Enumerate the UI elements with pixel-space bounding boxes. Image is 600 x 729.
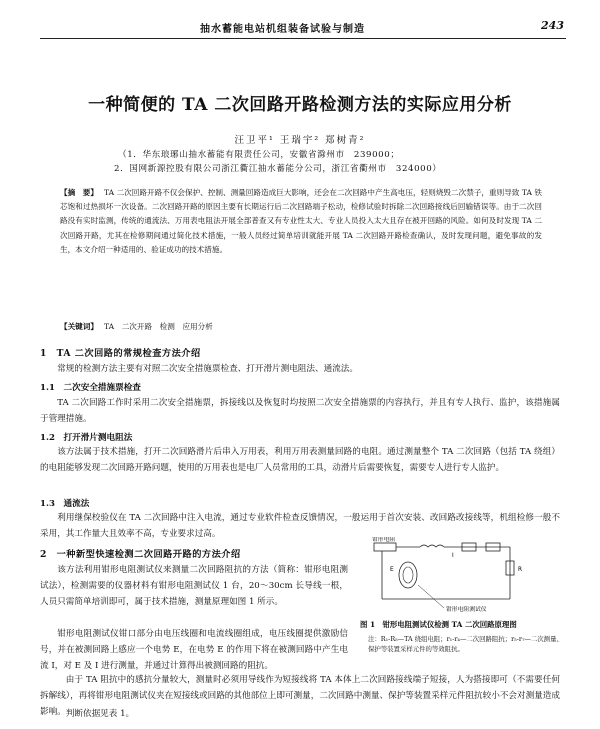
running-header (40, 18, 566, 39)
keywords-text: TA 二次开路 检测 应用分析 (103, 322, 213, 331)
paper-title: 一种简便的 TA 二次回路开路检测方法的实际应用分析 (88, 95, 512, 115)
abstract-text: TA 二次回路开路不仅会保护、控制、测量回路造成巨大影响，还会在二次回路中产生高电压，轻则烧毁二次禁子，重则导致 TA 铁芯饱和过热损坏一次设备。二次回路开路的原因主要有长期运行后二次回路端子松动，检修试验时拆除二次回路接线后回输错误等。由于二次回路没有实时监测，传统的通流法、万用表电阻法开展全部普查又有专业性太大、专业人员投入太大且存在被开回路的风险。如何及时发现 TA 二次回路开路，尤其在检修期间通过简化技术措施，一般人员经过简单培训就能开展 TA 二次回路开路检查确认，及时发现问题，避免事故的发生，本文介绍一种适用的、验证成功的技术措施。 (60, 188, 542, 254)
section-1-1-text: TA 二次回路工作时采用二次安全措施票，拆接线以及恢复时均按照二次安全措施票的内容执行，并且有专人执行、监护，该措施属于管理措施。 (40, 398, 560, 424)
section-2-last-line: 判断依据见表 1。 (65, 709, 135, 719)
section-1-1-heading: 1.1 二次安全措施票检查 (40, 383, 141, 393)
clamp-core (399, 562, 417, 588)
affiliation-2: 2．国网新源控股有限公司浙江衢江抽水蓄能分公司，浙江省衢州市 324000） (114, 164, 442, 174)
winding-coil (420, 545, 444, 547)
section-1-2-heading: 1.2 打开滑片测电阻法 (40, 433, 133, 443)
figure-1-caption: 图 1 钳形电阻测试仪检测 TA 二次回路原理图 (360, 620, 517, 629)
figure-1-diagram (360, 537, 560, 615)
figure-1-note: 注：R₁-R₅—TA 绕组电阻；r₁-r₄—二次回路阻抗；r₅-r₇—二次测量、保护等装置采样元件的等效阻抗。 (368, 635, 563, 653)
meter-label: 钳形电阻 (372, 537, 396, 543)
label-e: E (390, 567, 394, 573)
authors: 汪卫平¹ 王瑞宇² 郑树青² (234, 135, 366, 146)
keywords-label: 【关键词】 (60, 322, 98, 331)
meter-box (374, 543, 396, 551)
section-2-full-text: 由于 TA 阻抗中的感抗分量较大，测量时必须用导线作为短接线将 TA 本体上二次回路接线端子短接，人为搭接即可（不需要任何拆解线），再将钳形电阻测试仪夹在短接线或回路的其他部位上即可测量，二次回路中测量、保护等装置采样元件阻抗较小不会对测量造成影响。 (40, 675, 560, 717)
page-number: 243 (541, 19, 564, 32)
section-2-heading: 2 一种新型快速检测二次回路开路的方法介绍 (40, 549, 241, 560)
section-1-intro: 常规的检测方法主要有对照二次安全措施票检查、打开滑片测电阻法、通流法。 (57, 364, 358, 374)
abstract (60, 186, 542, 257)
meter-bottom-label: 钳形电阻测试仪 (446, 607, 487, 613)
label-i: I (452, 553, 454, 559)
section-2-left-text-2: 钳形电阻测试仪钳口部分由电压线圈和电流线圈组成，电压线圈提供激励信号，并在被测回路上感应一个电势 E，在电势 E 的作用下将在被测回路中产生电流 I，对 E 及 I 进行测量，并通过计算得出被测回路的阻抗。 (40, 629, 348, 671)
section-1-3-heading: 1.3 通流法 (40, 499, 90, 509)
abstract-label: 【摘 要】 (60, 188, 99, 197)
section-1-3-text: 利用继保校验仪在 TA 二次回路中注入电流，通过专业软件检查反馈情况，一般运用于首次安装、改回路改接线等，机组检修一般不采用，其工作量大且效率不高，专业要求过高。 (40, 513, 560, 539)
keywords (60, 321, 542, 332)
section-1-2-text: 该方法属于技术措施，打开二次回路滑片后串入万用表，利用万用表测量回路的电阻。通过测量整个 TA 二次回路（包括 TA 绕组）的电阻能够发现二次回路开路问题，使用的万用表也是电厂人员常用的工具，动滑片后需要恢复，需要专人进行专人监护。 (40, 447, 560, 473)
affiliation-1: （1．华东琅琊山抽水蓄能有限责任公司，安徽省滁州市 239000； (118, 150, 400, 160)
journal-name: 抽水蓄能电站机组装备试验与制造 (200, 24, 365, 35)
section-1-heading: 1 TA 二次回路的常规检查方法介绍 (40, 348, 201, 359)
section-2-left-text: 该方法利用钳形电阻测试仪来测量二次回路阻抗的方法（简称：钳形电阻测试法），检测需要的仪器材料有钳形电阻测试仪 1 台，20～30cm 长导线一根，人员只需简单培训即可，属于技术措施，测量原理如图 1 所示。 (40, 565, 348, 607)
label-r: R (518, 567, 523, 573)
